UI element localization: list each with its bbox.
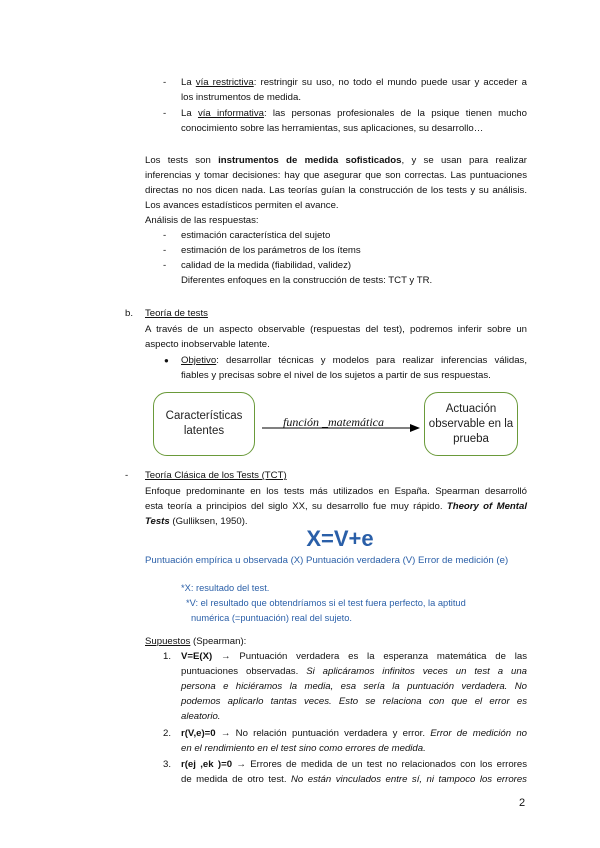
note-v: *V: el resultado que obtendríamos si el test fuera perfecto, la aptitud numérica (=puntuación) real del sujeto. [186, 598, 466, 623]
analysis-list [163, 228, 523, 288]
item-number: 2. [163, 728, 172, 739]
bullet-dot: ● [164, 356, 169, 365]
bullet-informativa: La vía informativa: las personas profesionales de la psique tienen mucho conocimiento sobre las herramientas, sus aplicaciones, su desarrollo… [181, 108, 527, 134]
dash-marker: - [125, 470, 129, 481]
page-number: 2 [519, 797, 526, 809]
dash-marker: - [163, 77, 167, 88]
item-number: 1. [163, 651, 172, 662]
tct-title: Teoría Clásica de los Tests (TCT) [145, 470, 287, 481]
bullet-restrictiva: La vía restrictiva: restringir su uso, no todo el mundo puede usar y acceder a los instrumentos de medida. [181, 77, 527, 103]
item-number: 3. [163, 759, 172, 770]
formula-legend: Puntuación empírica u observada (X) Puntuación verdadera (V) Error de medición (e) [145, 555, 509, 566]
formula: X=V+e [306, 526, 374, 551]
supuesto-3: r(ej ,ek )=0 → Errores de medida de un test no relacionados con los errores de medida de otro test. No están vinculados entre sí, ni tampoco los errores [181, 759, 527, 785]
section-title: Teoría de tests [145, 308, 208, 319]
list-item: - estimación de los parámetros de los ítems [163, 245, 361, 256]
objetivo-bullet: Objetivo: desarrollar técnicas y modelos para realizar inferencias válidas, fiables y precisas sobre el nivel de los sujetos a partir de sus respuestas. [181, 355, 527, 381]
section-b-text: A través de un aspecto observable (respuestas del test), podremos inferir sobre un aspecto inobservable latente. [145, 324, 527, 350]
list-item: - estimación característica del sujeto [163, 230, 331, 241]
tct-text: Enfoque predominante en los tests más utilizados en España. Spearman desarrolló esta teoría a principios del siglo XX, su desarrollo fue muy rápido. Theory of Mental Tests (Gulliksen, 1950). [145, 486, 527, 527]
observable-box: Actuación observable en la prueba [424, 392, 518, 456]
supuestos-title: Supuestos (Spearman): [145, 636, 247, 647]
supuesto-1: V=E(X) → Puntuación verdadera es la esperanza matemática de las puntuaciones observadas. Si aplicáramos infinitos veces un test a una persona e hiciéramos la media, esa sería la puntuación verdadera. No podemos aplicarlo tantas veces. Esto se relaciona con que el error es aleatorio. [181, 651, 528, 722]
arrow-label: función _matemática [283, 415, 384, 429]
paragraph-tests: Los tests son instrumentos de medida sofisticados, y se usan para realizar inferencias y tomar decisiones: hay que asegurar que son correctas. Las puntuaciones directas no nos dicen nada. Las teorías guían la construcción de los tests y su análisis. Los avances estadísticos permiten el avance. Análisis de las respuestas: [145, 155, 527, 226]
arrow-icon [260, 420, 422, 434]
latent-box: Características latentes [153, 392, 255, 456]
list-item: - calidad de la medida (fiabilidad, validez) [163, 260, 352, 271]
supuesto-2: r(V,e)=0 → No relación puntuación verdadera y error. Error de medición no en el rendimiento en el test sino como errores de medida. [181, 728, 528, 754]
section-marker: b. [125, 308, 134, 319]
note-x: *X: resultado del test. [181, 583, 270, 593]
dash-marker: - [163, 108, 167, 119]
approaches-line: Diferentes enfoques en la construcción de tests: TCT y TR. [181, 275, 433, 286]
